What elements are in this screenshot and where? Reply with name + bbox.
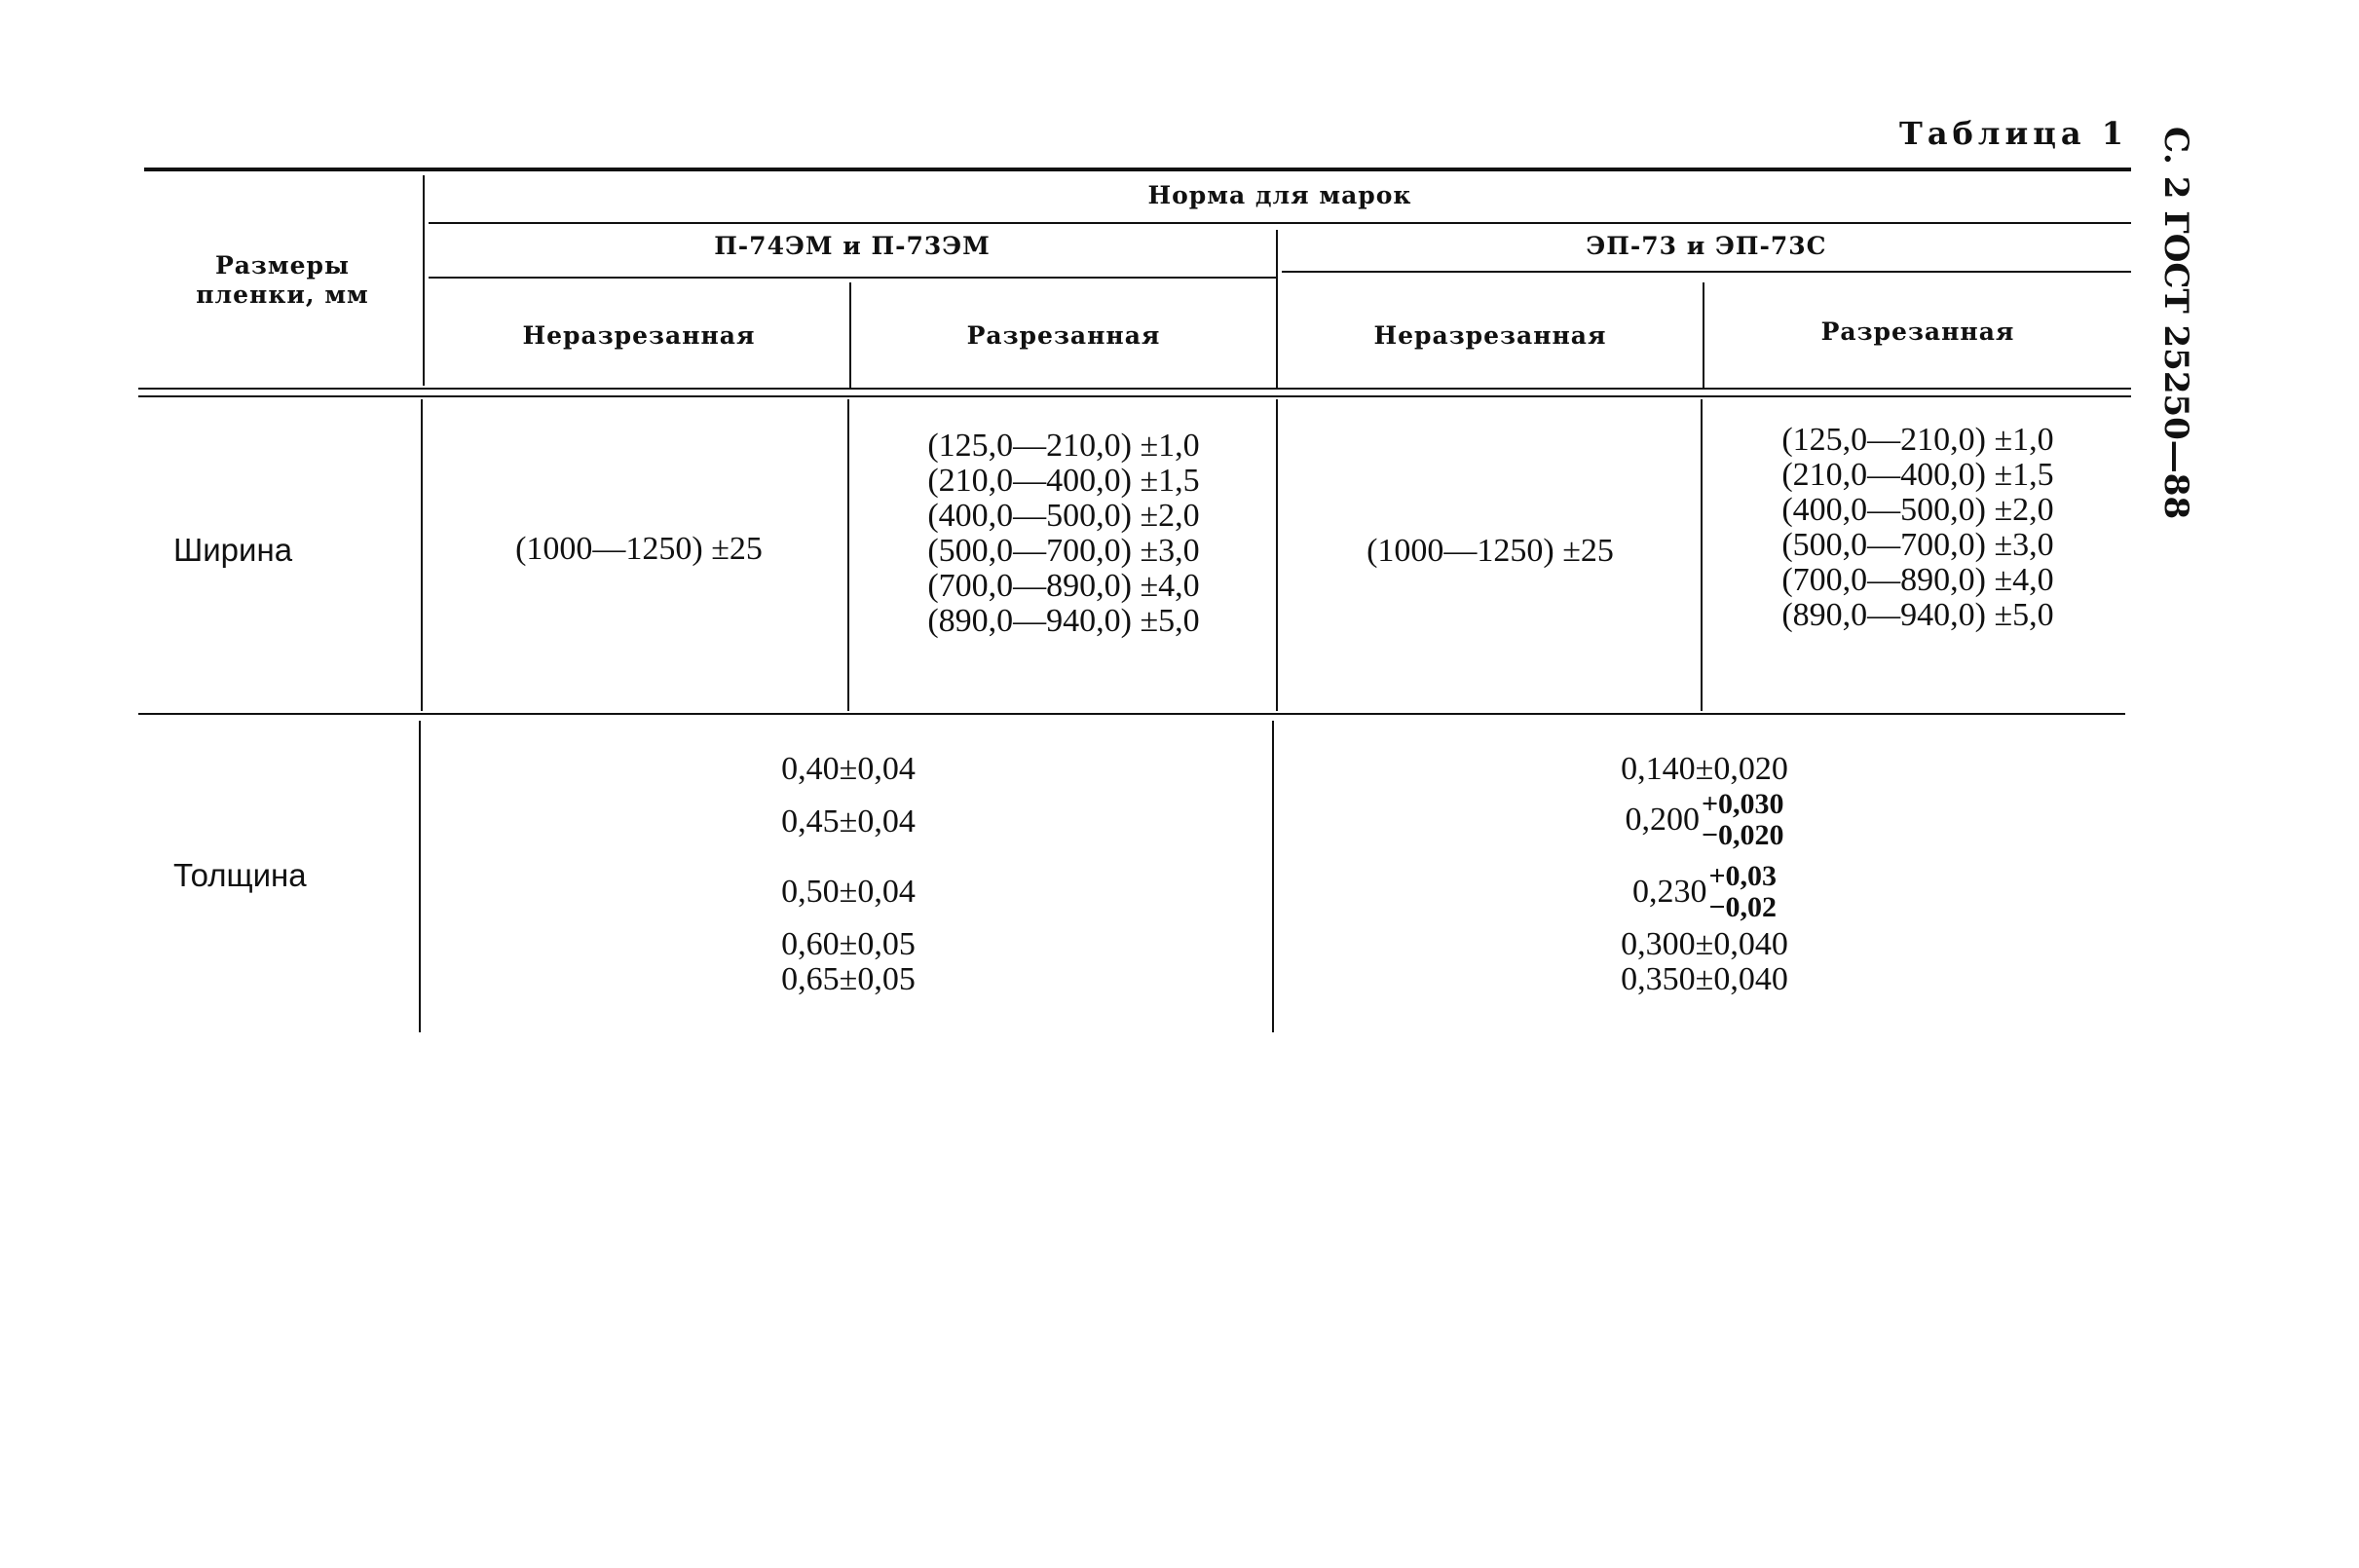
- header-dims: Размеры пленки, мм: [196, 251, 369, 309]
- header-bottom-rule-2: [138, 395, 2131, 397]
- header-norm: Норма для марок: [1147, 181, 1412, 209]
- col-divider-dims-body2: [419, 721, 421, 1032]
- width-g1-uncut: (1000—1250) ±25: [515, 531, 763, 567]
- header-group-2: ЭП-73 и ЭП-73С: [1586, 232, 1827, 260]
- list-item: (210,0—400,0) ±1,5: [927, 463, 1200, 499]
- col-divider-dims: [423, 175, 425, 386]
- tolerance-plus: +0,030: [1701, 788, 1784, 820]
- thickness-g1-value: 0,45±0,04: [781, 803, 916, 840]
- thickness-g1-value: 0,50±0,04: [781, 874, 916, 910]
- thickness-g2-value: 0,300±0,040: [1621, 926, 1788, 962]
- thickness-g2-tolerance: [1278, 785, 2131, 855]
- list-item: (700,0—890,0) ±4,0: [1781, 562, 2054, 598]
- header-group-1: П-74ЭМ и П-73ЭМ: [714, 232, 991, 260]
- tolerance-limits: [1708, 861, 1777, 923]
- list-item: (125,0—210,0) ±1,0: [927, 428, 1200, 464]
- list-item: (500,0—700,0) ±3,0: [927, 533, 1200, 569]
- header-rule-groups-left: [429, 277, 1276, 279]
- list-item: (500,0—700,0) ±3,0: [1781, 527, 2054, 563]
- width-g1-cut-list: [851, 429, 1276, 639]
- tolerance-base: 0,200: [1625, 802, 1700, 838]
- tolerance-base: 0,230: [1631, 874, 1707, 910]
- list-item: (125,0—210,0) ±1,0: [1781, 422, 2054, 458]
- tolerance-minus: −0,020: [1701, 819, 1784, 851]
- side-running-header: С. 2 ГОСТ 25250—88: [2156, 127, 2195, 520]
- header-g1-cut: Разрезанная: [966, 321, 1161, 350]
- tolerance-limits: [1702, 789, 1784, 851]
- list-item: (890,0—940,0) ±5,0: [927, 603, 1200, 639]
- thickness-g2-value: 0,140±0,020: [1621, 751, 1788, 787]
- row-label-width: Ширина: [173, 532, 293, 568]
- list-item: (210,0—400,0) ±1,5: [1781, 457, 2054, 493]
- header-g2-uncut: Неразрезанная: [1373, 321, 1607, 350]
- col-divider-dims-body: [421, 399, 423, 711]
- thickness-g1-value: 0,40±0,04: [781, 751, 916, 787]
- list-item: (700,0—890,0) ±4,0: [927, 568, 1200, 604]
- list-item: (400,0—500,0) ±2,0: [1781, 492, 2054, 528]
- thickness-g1-value: 0,60±0,05: [781, 926, 916, 962]
- header-rule-groups-right: [1282, 271, 2131, 273]
- header-bottom-rule-1: [138, 388, 2131, 390]
- width-g2-uncut: (1000—1250) ±25: [1367, 533, 1614, 569]
- tolerance-plus: +0,03: [1708, 860, 1778, 892]
- tolerance-minus: −0,02: [1708, 891, 1778, 923]
- width-g2-cut-list: [1704, 423, 2131, 633]
- col-divider-groups: [1276, 230, 1278, 388]
- row-label-thickness: Толщина: [173, 857, 307, 893]
- header-rule-norm: [429, 222, 2131, 224]
- list-item: (400,0—500,0) ±2,0: [927, 498, 1200, 534]
- table-label: Таблица 1: [1899, 115, 2128, 152]
- col-divider-groups-body2: [1272, 721, 1274, 1032]
- thickness-g2-tolerance: [1278, 857, 2131, 927]
- header-g1-uncut: Неразрезанная: [522, 321, 756, 350]
- thickness-g1-value: 0,65±0,05: [781, 961, 916, 997]
- row-separator-rule: [138, 713, 2125, 715]
- header-g2-cut: Разрезанная: [1820, 317, 2015, 346]
- table-top-rule: [144, 168, 2131, 171]
- list-item: (890,0—940,0) ±5,0: [1781, 597, 2054, 633]
- thickness-g2-value: 0,350±0,040: [1621, 961, 1788, 997]
